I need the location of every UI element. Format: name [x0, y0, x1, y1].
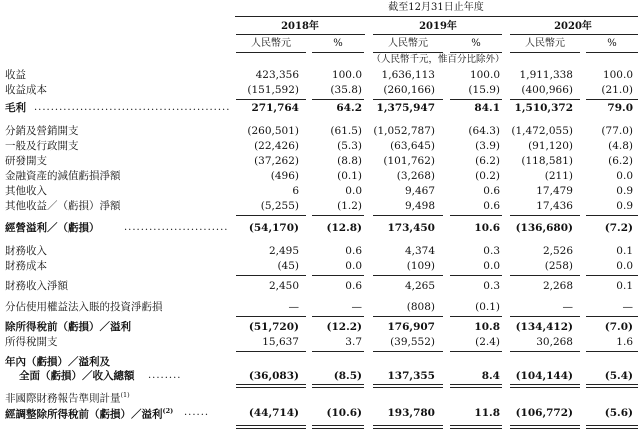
table-cell: (6.2) [608, 155, 633, 167]
table-cell: (808) [406, 301, 435, 313]
table-cell: 1,636,113 [381, 69, 435, 81]
row-label: 金融資產的減值虧損淨額 [5, 170, 121, 182]
table-cell: 17,479 [536, 185, 573, 197]
table-cell: 2,268 [542, 280, 573, 292]
table-cell: 0.6 [483, 200, 500, 212]
table-cell: 173,450 [387, 222, 435, 234]
table-cell: (118,581) [521, 155, 573, 167]
table-cell: (211) [544, 170, 573, 182]
row-label: 經調整除所得稅前（虧損）／溢利$^{(2)}$ [5, 407, 174, 421]
table-cell: (5,255) [260, 200, 299, 212]
table-cell: (109) [406, 260, 435, 272]
table-cell: (1,052,787) [373, 125, 435, 137]
table-cell: (7.0) [604, 321, 633, 333]
table-cell: 6 [292, 185, 299, 197]
table-cell: (77.0) [601, 125, 633, 137]
year-2018: 2018年 [281, 21, 319, 32]
year-rule-2018 [236, 34, 365, 35]
table-cell: (3.9) [475, 140, 500, 152]
table-cell: (7.2) [604, 222, 633, 234]
row-label: 非國際財務報告準則計量$^{(1)}$ [5, 391, 130, 405]
table-cell: 100.0 [469, 69, 500, 81]
table-row: 毛利 ............................................... 271,764 64.2 1,375,947 84.1 1,510,372 79.0 [5, 102, 633, 114]
row-label: 一般及行政開支 [5, 140, 79, 152]
table-cell: 4,374 [404, 245, 435, 257]
table-cell: 15,637 [262, 336, 299, 348]
table-row [0, 322, 640, 336]
table-cell: (44,714) [248, 407, 299, 419]
table-cell: (35.8) [330, 84, 362, 96]
table-cell: (0.1) [475, 301, 500, 313]
table-cell: 64.2 [336, 102, 362, 114]
table-cell: (260,166) [383, 84, 435, 96]
table-cell: 0.6 [345, 280, 362, 292]
table-cell: (258) [544, 260, 573, 272]
table-cell: (45) [277, 260, 299, 272]
table-cell: 2,526 [542, 245, 573, 257]
table-cell: (61.5) [330, 125, 362, 137]
table-cell: 100.0 [331, 69, 362, 81]
table-cell: 0.6 [483, 185, 500, 197]
table-cell: (260,501) [247, 125, 299, 137]
table-cell: 11.8 [474, 407, 500, 419]
table-cell: 423,356 [255, 69, 299, 81]
year-rule-2019 [373, 34, 502, 35]
header-rule [235, 16, 638, 17]
table-cell: (8.8) [337, 155, 362, 167]
table-cell: (12.8) [326, 222, 362, 234]
year-2019: 2019年 [419, 21, 457, 32]
row-label-line2: 全面（虧損）／收入總額 [19, 370, 135, 382]
table-cell: (91,120) [528, 140, 573, 152]
row-label: 財務成本 [5, 260, 47, 272]
year-2020: 2020年 [554, 21, 592, 32]
table-cell: 84.1 [474, 102, 500, 114]
table-cell: (22,426) [254, 140, 299, 152]
table-cell: (3,268) [396, 170, 435, 182]
row-label: 毛利 [5, 102, 26, 114]
table-row [0, 70, 640, 84]
table-cell: 10.6 [474, 222, 500, 234]
table-cell: 0.9 [616, 200, 633, 212]
table-cell: 0.0 [616, 170, 633, 182]
table-cell: (4.8) [608, 140, 633, 152]
table-row [0, 201, 640, 215]
table-row [0, 156, 640, 170]
table-cell: (63,645) [390, 140, 435, 152]
table-cell: 2,495 [268, 245, 299, 257]
table-cell: (5.3) [337, 140, 362, 152]
table-cell: (5.6) [604, 407, 633, 419]
table-cell: (106,772) [515, 407, 573, 419]
table-row [0, 85, 640, 99]
table-cell: (15.9) [468, 84, 500, 96]
table-cell: (21.0) [601, 84, 633, 96]
table-cell: (0.2) [475, 170, 500, 182]
table-cell: (1.2) [337, 200, 362, 212]
table-cell: 30,268 [536, 336, 573, 348]
table-cell: 0.9 [616, 185, 633, 197]
table-row: 經營溢利／（虧損） ......................... (54,170) (12.8) 173,450 10.6 (136,680) (7.2) [5, 222, 633, 234]
table-cell: 0.0 [616, 260, 633, 272]
table-cell: 0.1 [616, 280, 633, 292]
table-cell: 100.0 [602, 69, 633, 81]
table-row [0, 302, 640, 316]
table-cell: 17,436 [536, 200, 573, 212]
table-row: 經調整除所得稅前（虧損）／溢利$^{(2)}$ ...... (44,714) (10.6) 193,780 11.8 (106,772) (5.6) [5, 407, 633, 421]
row-label: 其他收入 [5, 185, 47, 197]
row-label: 除所得稅前（虧損）／溢利 [5, 321, 131, 333]
table-cell: (12.2) [326, 321, 362, 333]
table-cell: (54,170) [248, 222, 299, 234]
table-cell: 1,375,947 [376, 102, 435, 114]
table-cell: (64.3) [468, 125, 500, 137]
row-label: 所得稅開支 [5, 336, 58, 348]
table-cell: 0.0 [345, 260, 362, 272]
table-cell: 0.0 [345, 185, 362, 197]
table-cell: 0.3 [483, 280, 500, 292]
table-cell: 1,510,372 [514, 102, 573, 114]
year-rule-2020 [510, 34, 638, 35]
table-cell: (0.1) [337, 170, 362, 182]
table-cell: (151,592) [247, 84, 299, 96]
table-cell: 79.0 [607, 102, 633, 114]
percent-2019: % [471, 38, 481, 49]
row-label: 財務收入 [5, 245, 47, 257]
table-cell: (400,966) [521, 84, 573, 96]
period-heading: 截至12月31日止年度 [388, 2, 484, 13]
table-cell: 0.3 [483, 245, 500, 257]
percent-2020: % [607, 38, 617, 49]
table-cell: 9,498 [404, 200, 435, 212]
table-row [0, 392, 640, 406]
table-row [0, 281, 640, 295]
table-cell: (2.4) [475, 336, 500, 348]
table-row [0, 171, 640, 185]
table-row [0, 246, 640, 260]
table-row: 年內（虧損）／溢利及 全面（虧損）／收入總額 ........ (36,083) (8.5) 137,355 8.4 (104,144) (5.4) [5, 356, 633, 382]
currency-2018: 人民幣元 [251, 38, 291, 49]
table-cell: (6.2) [475, 155, 500, 167]
row-label: 收益成本 [5, 84, 47, 96]
table-cell: (37,262) [254, 155, 299, 167]
table-cell: (1,472,055) [511, 125, 573, 137]
table-cell: 8.4 [481, 370, 500, 382]
table-row [0, 261, 640, 275]
table-cell: (10.6) [326, 407, 362, 419]
table-cell: 193,780 [387, 407, 435, 419]
row-label: 研發開支 [5, 155, 47, 167]
table-cell: — [351, 301, 362, 313]
units-note: （人民幣千元，惟百分比除外） [371, 54, 505, 65]
table-cell: (5.4) [604, 370, 633, 382]
table-cell: (39,552) [390, 336, 435, 348]
row-label: 分銷及營銷開支 [5, 125, 79, 137]
table-cell: 176,907 [387, 321, 435, 333]
table-row [0, 186, 640, 200]
table-cell: (104,144) [515, 370, 573, 382]
row-label: 財務收入淨額 [5, 280, 68, 292]
table-cell: 1.6 [616, 336, 633, 348]
footnote-marker: (1) [120, 391, 130, 399]
table-cell: 271,764 [251, 102, 299, 114]
table-cell: (136,680) [515, 222, 573, 234]
currency-2020: 人民幣元 [525, 38, 565, 49]
table-cell: (101,762) [383, 155, 435, 167]
row-label-line1: 年內（虧損）／溢利及 [5, 356, 110, 368]
table-cell: — [622, 301, 633, 313]
table-cell: 0.6 [345, 245, 362, 257]
table-cell: (51,720) [248, 321, 299, 333]
table-cell: 1,911,338 [519, 69, 573, 81]
table-cell: 0.1 [616, 245, 633, 257]
table-cell: (134,412) [515, 321, 573, 333]
row-label: 收益 [5, 69, 26, 81]
currency-2019: 人民幣元 [388, 38, 428, 49]
table-cell: — [562, 301, 573, 313]
table-cell: (496) [270, 170, 299, 182]
footnote-marker: (2) [162, 407, 174, 415]
table-cell: 9,467 [404, 185, 435, 197]
table-cell: 2,450 [268, 280, 299, 292]
table-cell: (36,083) [248, 370, 299, 382]
table-cell: 0.0 [483, 260, 500, 272]
row-label: 分佔使用權益法入賬的投資淨虧損 [5, 301, 163, 313]
table-row [0, 337, 640, 351]
table-cell: — [288, 301, 299, 313]
row-label: 其他收益／（虧損）淨額 [5, 200, 121, 212]
table-cell: 10.8 [474, 321, 500, 333]
table-row [0, 126, 640, 140]
table-cell: 3.7 [345, 336, 362, 348]
table-cell: (8.5) [333, 370, 362, 382]
table-row [0, 141, 640, 155]
table-cell: 4,265 [404, 280, 435, 292]
table-cell: 137,355 [387, 370, 435, 382]
row-label: 經營溢利／（虧損） [5, 222, 100, 234]
percent-2018: % [333, 38, 343, 49]
